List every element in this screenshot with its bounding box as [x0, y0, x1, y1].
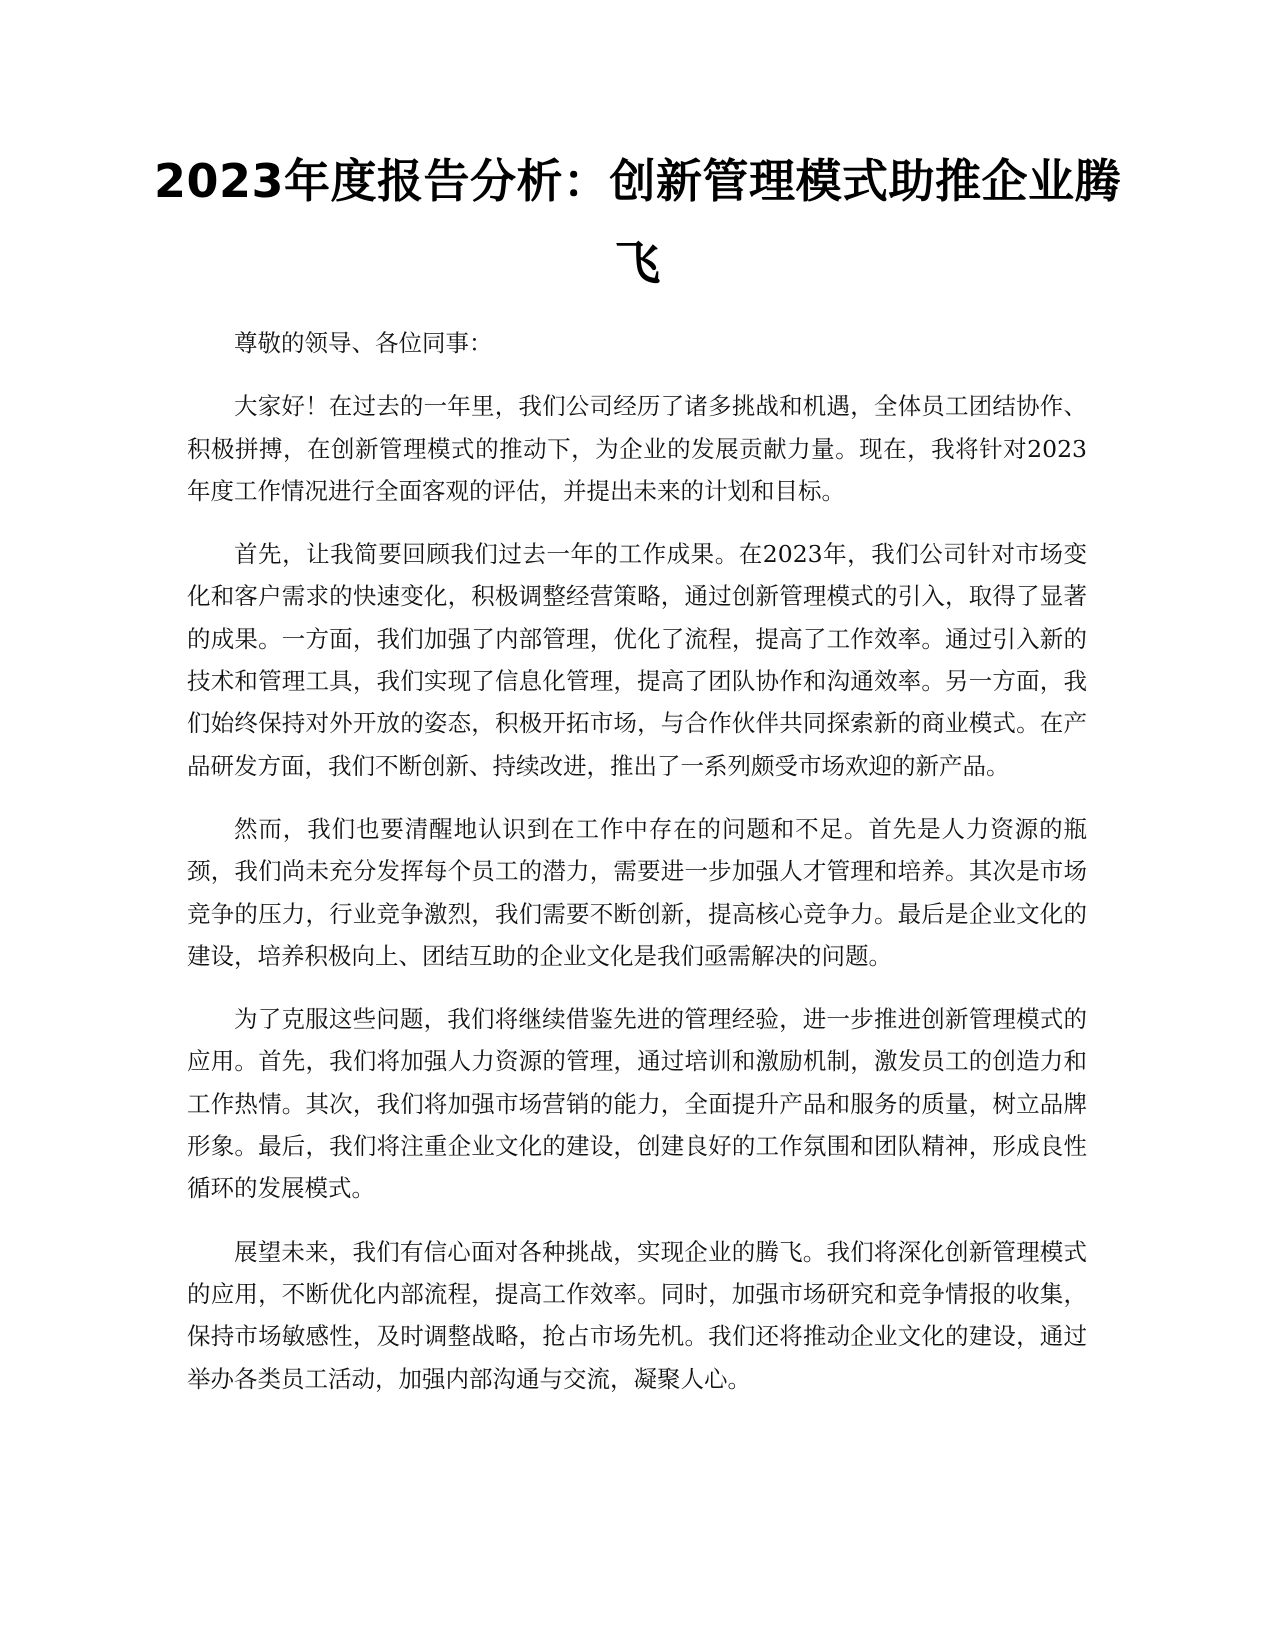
- body-paragraph: 大家好！在过去的一年里，我们公司经历了诸多挑战和机遇，全体员工团结协作、积极拼搏，在创新管理模式的推动下，为企业的发展贡献力量。现在，我将针对2023年度工作情况进行全面客观的评估，并提出未来的计划和目标。: [187, 392, 1087, 505]
- body-paragraph: 然而，我们也要清醒地认识到在工作中存在的问题和不足。首先是人力资源的瓶颈，我们尚未充分发挥每个员工的潜力，需要进一步加强人才管理和培养。其次是市场竞争的压力，行业竞争激烈，我们需要不断创新，提高核心竞争力。最后是企业文化的建设，培养积极向上、团结互助的企业文化是我们亟需解决的问题。: [187, 814, 1087, 970]
- document-body: [187, 322, 1087, 1421]
- document-title: 2023年度报告分析：创新管理模式助推企业腾飞: [153, 154, 1122, 290]
- body-paragraph: 为了克服这些问题，我们将继续借鉴先进的管理经验，进一步推进创新管理模式的应用。首先，我们将加强人力资源的管理，通过培训和激励机制，激发员工的创造力和工作热情。其次，我们将加强市场营销的能力，全面提升产品和服务的质量，树立品牌形象。最后，我们将注重企业文化的建设，创建良好的工作氛围和团队精神，形成良性循环的发展模式。: [187, 1005, 1087, 1203]
- body-paragraph: 首先，让我简要回顾我们过去一年的工作成果。在2023年，我们公司针对市场变化和客户需求的快速变化，积极调整经营策略，通过创新管理模式的引入，取得了显著的成果。一方面，我们加强了内部管理，优化了流程，提高了工作效率。通过引入新的技术和管理工具，我们实现了信息化管理，提高了团队协作和沟通效率。另一方面，我们始终保持对外开放的姿态，积极开拓市场，与合作伙伴共同探索新的商业模式。在产品研发方面，我们不断创新、持续改进，推出了一系列颇受市场欢迎的新产品。: [187, 540, 1087, 780]
- salutation-paragraph: 尊敬的领导、各位同事：: [234, 329, 493, 357]
- body-paragraph: 展望未来，我们有信心面对各种挑战，实现企业的腾飞。我们将深化创新管理模式的应用，不断优化内部流程，提高工作效率。同时，加强市场研究和竞争情报的收集，保持市场敏感性，及时调整战略，抢占市场先机。我们还将推动企业文化的建设，通过举办各类员工活动，加强内部沟通与交流，凝聚人心。: [187, 1237, 1087, 1393]
